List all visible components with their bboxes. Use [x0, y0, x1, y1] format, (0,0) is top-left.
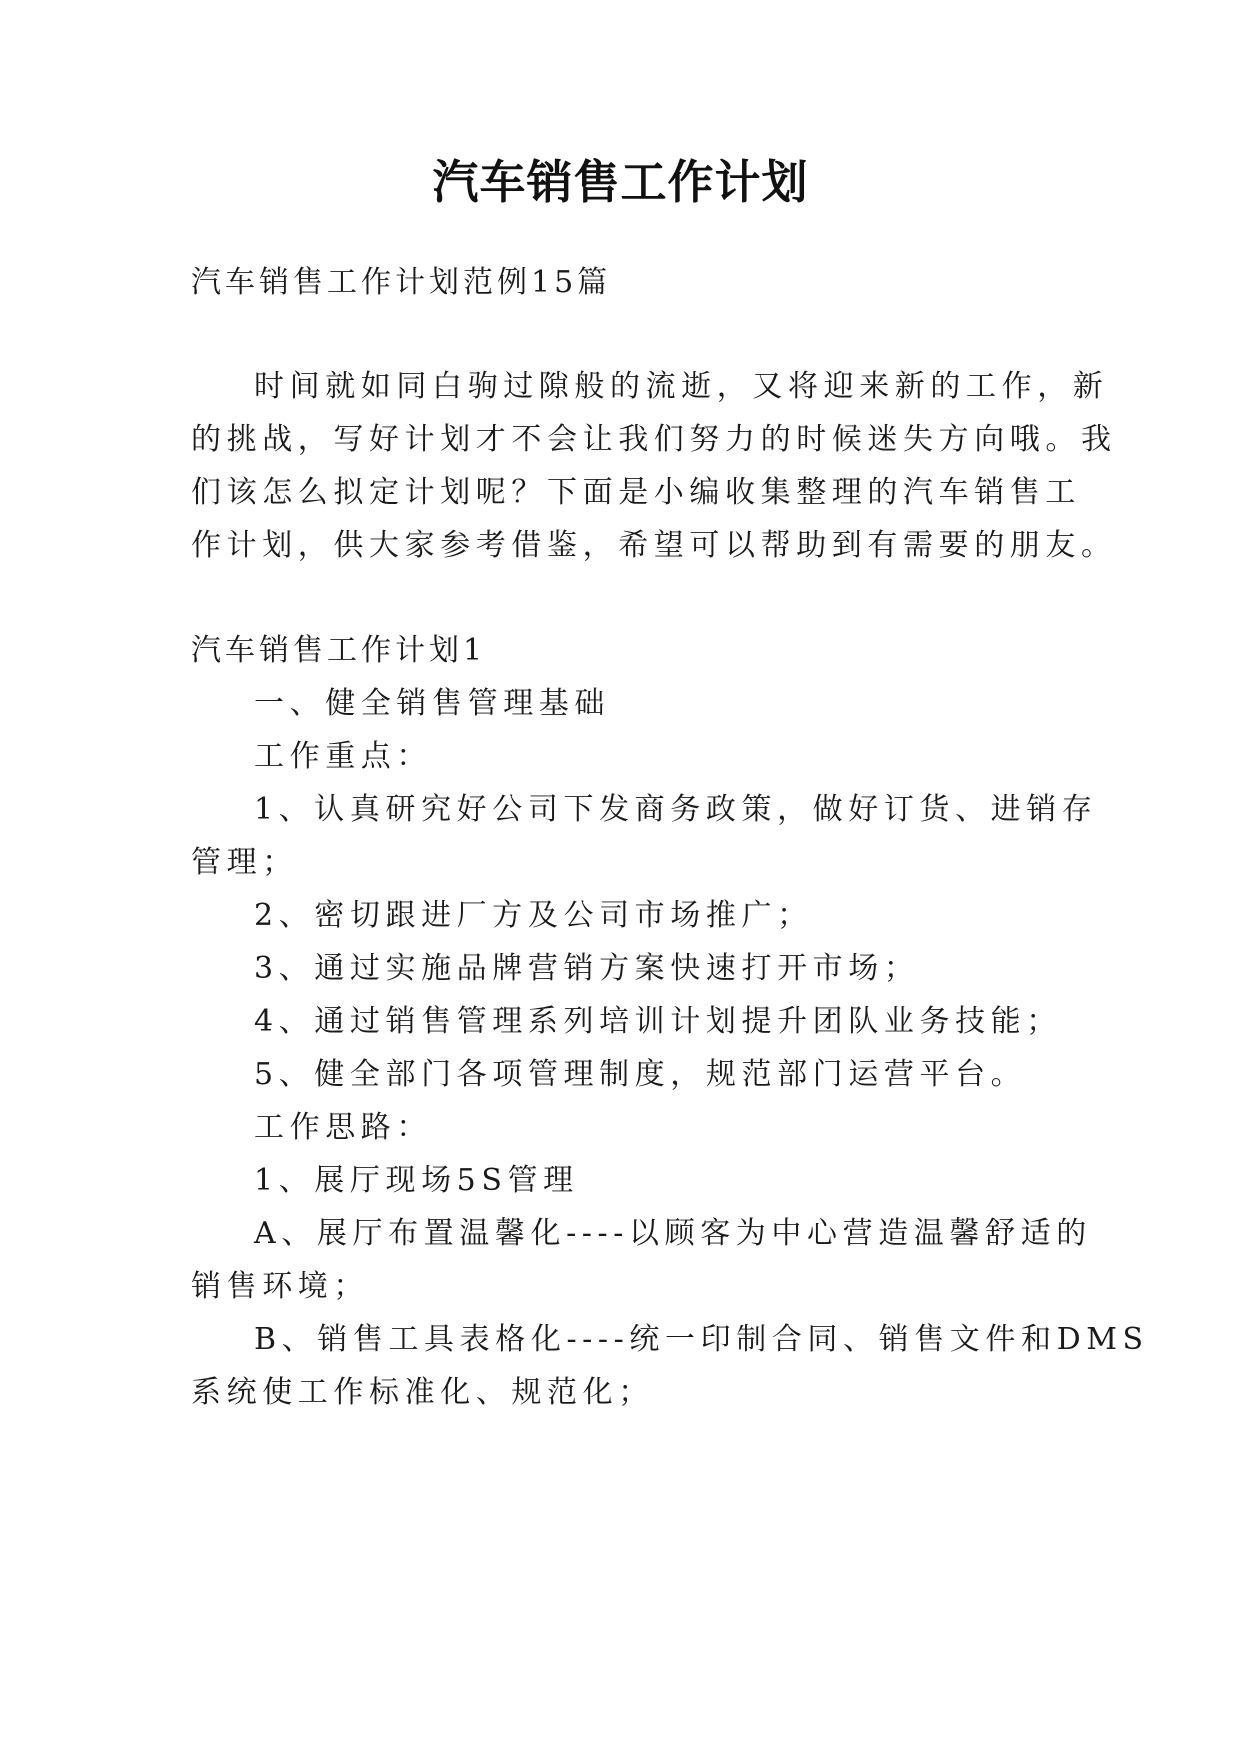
body-line: 3、通过实施品牌营销方案快速打开市场； — [254, 951, 920, 986]
document-subtitle: 汽车销售工作计划范例15篇 — [191, 265, 612, 300]
body-line: 管理； — [191, 845, 298, 880]
body-line: 一、健全销售管理基础 — [254, 686, 610, 721]
intro-line: 的挑战，写好计划才不会让我们努力的时候迷失方向哦。我 — [191, 422, 1117, 457]
document-title: 汽车销售工作计划 — [432, 155, 809, 209]
body-line: 4、通过销售管理系列培训计划提升团队业务技能； — [254, 1004, 1062, 1039]
body-line: A、展厅布置温馨化----以顾客为中心营造温馨舒适的 — [254, 1216, 1092, 1251]
body-line: 工作思路： — [254, 1110, 432, 1145]
intro-line: 时间就如同白驹过隙般的流逝，又将迎来新的工作，新 — [254, 369, 1109, 404]
body-line: 1、展厅现场5S管理 — [254, 1163, 579, 1198]
body-line: 系统使工作标准化、规范化； — [191, 1375, 654, 1410]
intro-line: 们该怎么拟定计划呢？下面是小编收集整理的汽车销售工 — [191, 475, 1081, 510]
body-line: 5、健全部门各项管理制度，规范部门运营平台。 — [254, 1057, 1027, 1092]
body-line: 2、密切跟进厂方及公司市场推广； — [254, 898, 813, 933]
body-line: B、销售工具表格化----统一印制合同、销售文件和DMS — [254, 1322, 1149, 1357]
body-line: 销售环境； — [191, 1269, 369, 1304]
section-title: 汽车销售工作计划1 — [191, 633, 487, 668]
body-line: 工作重点： — [254, 739, 432, 774]
intro-line: 作计划，供大家参考借鉴，希望可以帮助到有需要的朋友。 — [191, 528, 1117, 563]
body-line: 1、认真研究好公司下发商务政策，做好订货、进销存 — [254, 792, 1098, 827]
